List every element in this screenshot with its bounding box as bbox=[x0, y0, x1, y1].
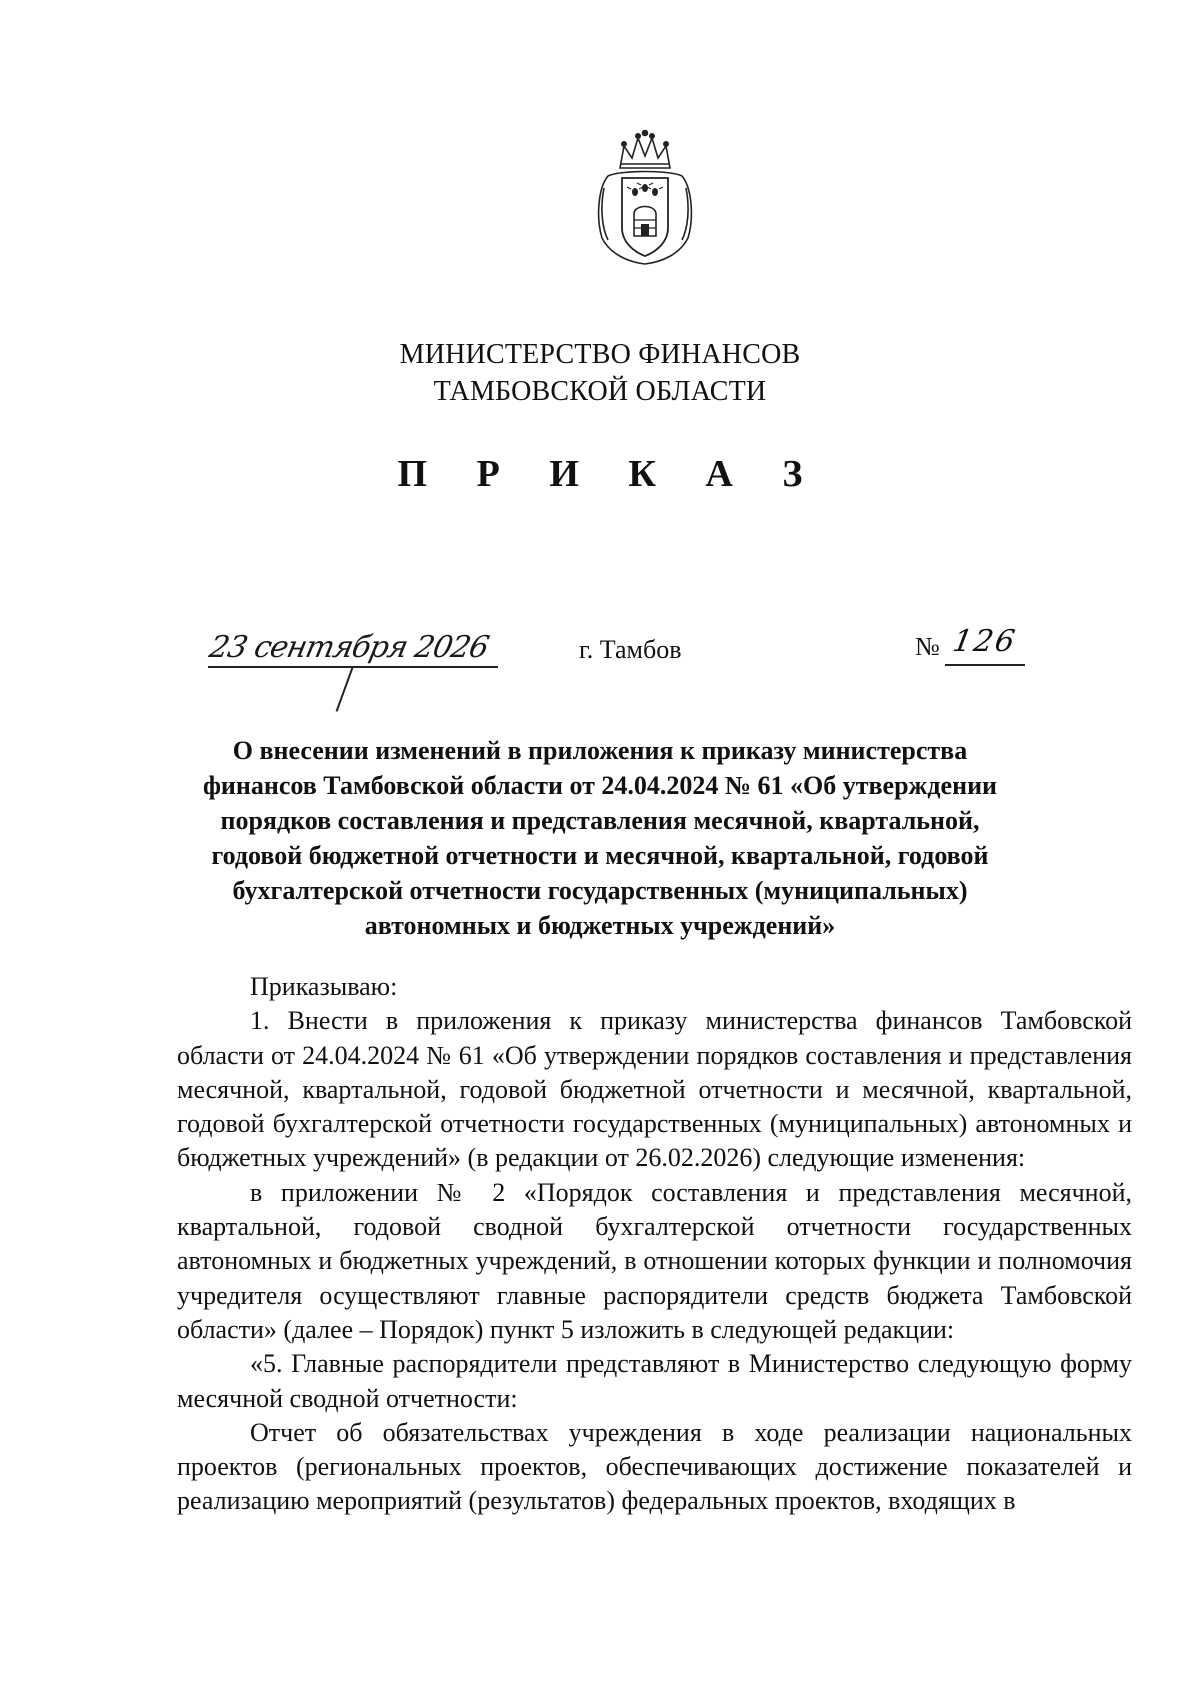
document-body bbox=[177, 970, 1132, 1519]
number-sign: № bbox=[915, 632, 940, 661]
document-meta-row bbox=[0, 624, 1200, 680]
body-paragraph-order: Приказываю: bbox=[250, 972, 398, 1001]
document-type-title: П Р И К А З bbox=[397, 453, 823, 495]
handwritten-date: 23 сентября 2026 bbox=[206, 630, 492, 665]
tambov-coat-of-arms-icon bbox=[590, 128, 700, 268]
ministry-name bbox=[0, 336, 1200, 410]
handwritten-number: 126 bbox=[949, 624, 1020, 659]
body-paragraph-1: 1. Внести в приложения к приказу министерства финансов Тамбовской области от 24.04.2024 № 61 «Об утверждении порядков составления и представления месячной, квартальной, годовой бюджетной отчетности и месячной, квартальной, годовой бухгалтерской отчетности государственных (муниципальных) автономных и бюджетных учреждений» (в редакции от 26.02.2026) следующие изменения: bbox=[177, 1006, 1132, 1173]
number-underline bbox=[945, 664, 1025, 666]
date-pen-stroke bbox=[336, 666, 354, 712]
document-heading: О внесении изменений в приложения к приказу министерства финансов Тамбовской области от 24.04.2024 № 61 «Об утверждении порядков составления и представления месячной, квартальной, годовой бюджетной отчетности и месячной, квартальной, годовой бухгалтерской отчетности государственных (муниципальных) автономных и бюджетных учреждений» bbox=[202, 736, 998, 940]
ministry-line-2: ТАМБОВСКОЙ ОБЛАСТИ bbox=[433, 376, 767, 407]
body-paragraph-2: в приложении № 2 «Порядок составления и представления месячной, квартальной, годовой сводной бухгалтерской отчетности государственных автономных и бюджетных учреждений, в отношении которых функции и полномочия учредителя осуществляют главные распорядители средств бюджета Тамбовской области» (далее – Порядок) пункт 5 изложить в следующей редакции: bbox=[177, 1177, 1132, 1344]
body-paragraph-3: «5. Главные распорядители представляют в Министерство следующую форму месячной сводной отчетности: bbox=[177, 1349, 1132, 1413]
body-paragraph-4: Отчет об обязательствах учреждения в ходе реализации национальных проектов (региональных проектов, обеспечивающих достижение показателей и реализацию мероприятий (результатов) федеральных проектов, входящих в bbox=[177, 1417, 1132, 1516]
ministry-line-1: МИНИСТЕРСТВО ФИНАНСОВ bbox=[399, 339, 801, 370]
city-label: г. Тамбов bbox=[579, 635, 682, 664]
